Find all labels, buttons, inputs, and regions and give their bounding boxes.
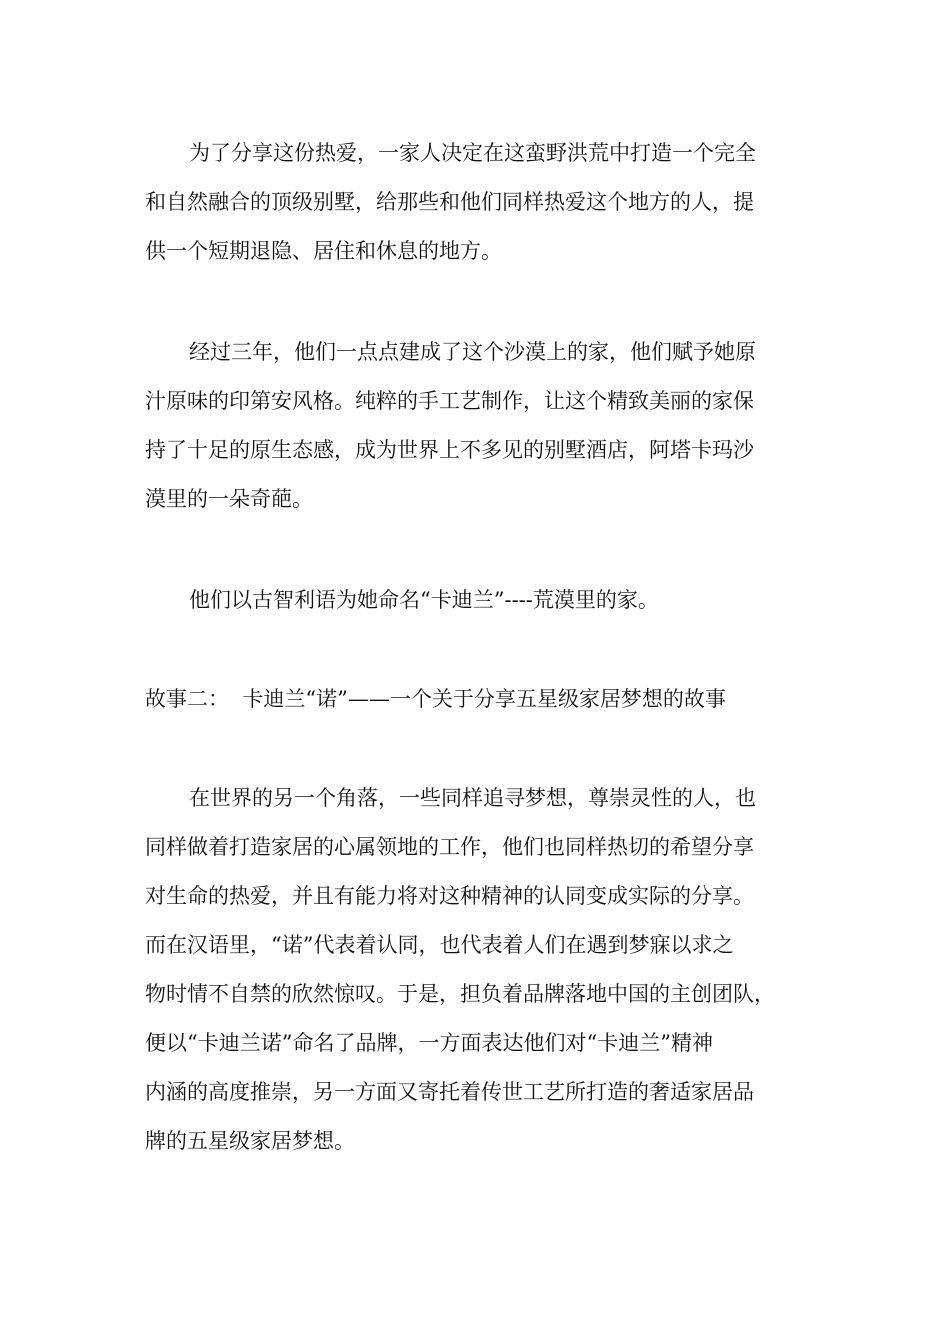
paragraph-1-line: 为了分享这份热爱，一家人决定在这蛮野洪荒中打造一个完全 — [189, 141, 756, 165]
paragraph-1 — [145, 129, 815, 276]
paragraph-4-line: 便以“卡迪兰诺”命名了品牌，一方面表达他们对“卡迪兰”精神 — [145, 1031, 713, 1055]
paragraph-2-line: 经过三年，他们一点点建成了这个沙漠上的家，他们赋予她原 — [189, 340, 756, 364]
paragraph-2-line: 汁原味的印第安风格。纯粹的手工艺制作，让这个精致美丽的家保 — [145, 389, 754, 413]
paragraph-1-line: 和自然融合的顶级别墅，给那些和他们同样热爱这个地方的人，提 — [145, 190, 754, 214]
section-heading — [145, 675, 815, 724]
paragraph-4-line: 对生命的热爱，并且有能力将对这种精神的认同变成实际的分享。 — [145, 884, 754, 908]
paragraph-4-line: 在世界的另一个角落，一些同样追寻梦想，尊崇灵性的人，也 — [189, 786, 756, 810]
paragraph-4-line: 牌的五星级家居梦想。 — [145, 1129, 355, 1153]
paragraph-3-line: 他们以古智利语为她命名“卡迪兰”----荒漠里的家。 — [189, 588, 659, 612]
paragraph-4-line: 内涵的高度推崇，另一方面又寄托着传世工艺所打造的奢适家居品 — [145, 1080, 754, 1104]
paragraph-1-line: 供一个短期退隐、居住和休息的地方。 — [145, 239, 502, 263]
section-heading-text: 故事二： 卡迪兰“诺”——一个关于分享五星级家居梦想的故事 — [145, 687, 726, 711]
paragraph-4 — [145, 774, 815, 1166]
paragraph-4-line: 物时情不自禁的欣然惊叹。于是，担负着品牌落地中国的主创团队， — [145, 982, 775, 1006]
paragraph-3 — [145, 576, 815, 625]
paragraph-2-line: 持了十足的原生态感，成为世界上不多见的别墅酒店，阿塔卡玛沙 — [145, 438, 754, 462]
paragraph-2 — [145, 328, 815, 524]
paragraph-4-line: 同样做着打造家居的心属领地的工作，他们也同样热切的希望分享 — [145, 835, 754, 859]
paragraph-4-line: 而在汉语里，“诺”代表着认同，也代表着人们在遇到梦寐以求之 — [145, 933, 734, 957]
paragraph-2-line: 漠里的一朵奇葩。 — [145, 487, 313, 511]
